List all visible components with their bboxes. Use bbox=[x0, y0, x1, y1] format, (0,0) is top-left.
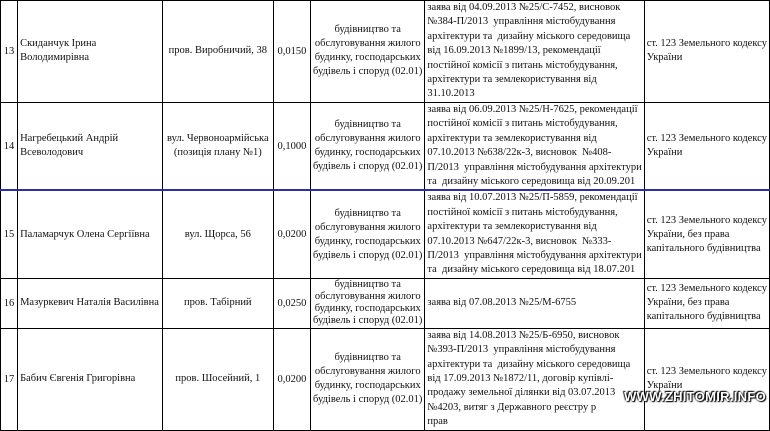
plot-area: 0,0200 bbox=[273, 328, 310, 430]
plot-purpose: будівництво та обслуговування жилого будинку, господарських будівель і споруд (02.01) bbox=[311, 190, 425, 278]
plot-purpose: будівництво та обслуговування жилого будинку, господарських будівель і споруд (02.01) bbox=[311, 278, 425, 328]
owner-name: Скиданчук Ірина Володимирівна bbox=[18, 1, 163, 103]
application-details: заява від 06.09.2013 №25/Н-7625, рекомендації постійної комісії з питань містобудування, архітектури та землекористування від 07.10.2013 №638/22к-3, висновок №408- П/2013 управління містобудування архітектури та дизайну міського середовища від 20.09.201 bbox=[425, 102, 644, 190]
legal-basis: ст. 123 Земельного кодексу України, без права капітального будівництва bbox=[644, 278, 769, 328]
plot-purpose: будівництво та обслуговування жилого будинку, господарських будівель і споруд (02.01) bbox=[311, 102, 425, 190]
application-details: заява від 14.08.2013 №25/Б-6950, висновок №393-П/2013 управління містобудування архітектури та дизайну міського середовища від 17.09.2013 №1872/11, договір купівлі- продажу земельної ділянки від 03.07.2013 №4203, витяг з Державного реєстру р прав bbox=[425, 328, 644, 430]
legal-basis: ст. 123 Земельного кодексу України bbox=[644, 102, 769, 190]
plot-address: пров. Шосейний, 1 bbox=[162, 328, 273, 430]
plot-address: вул. Червоноармійська (позиція плану №1) bbox=[162, 102, 273, 190]
row-number: 13 bbox=[1, 1, 18, 103]
application-details: заява від 04.09.2013 №25/С-7452, висновок №384-П/2013 управління містобудування архітектури та дизайну міського середовища від 16.09.2013 №1899/13, рекомендації постійної комісії з питань містобудування, архітектури та землекористування від 31.10.2013 bbox=[425, 1, 644, 103]
plot-purpose: будівництво та обслуговування жилого будинку, господарських будівель і споруд (02.01) bbox=[311, 328, 425, 430]
plot-area: 0,0250 bbox=[273, 278, 310, 328]
row-number: 16 bbox=[1, 278, 18, 328]
owner-name: Нагребецький Андрій Всеволодович bbox=[18, 102, 163, 190]
row-number: 15 bbox=[1, 190, 18, 278]
plot-area: 0,0200 bbox=[273, 190, 310, 278]
plot-address: пров. Табірний bbox=[162, 278, 273, 328]
plot-area: 0,0150 bbox=[273, 1, 310, 103]
row-number: 14 bbox=[1, 102, 18, 190]
legal-basis: ст. 123 Земельного кодексу України, без права капітального будівництва bbox=[644, 190, 769, 278]
table-row bbox=[1, 328, 770, 430]
plot-purpose: будівництво та обслуговування жилого будинку, господарських будівель і споруд (02.01) bbox=[311, 1, 425, 103]
owner-name: Мазуркевич Наталія Василівна bbox=[18, 278, 163, 328]
table-row bbox=[1, 278, 770, 328]
plot-area: 0,1000 bbox=[273, 102, 310, 190]
table-row bbox=[1, 102, 770, 190]
legal-basis: ст. 123 Земельного кодексу України bbox=[644, 1, 769, 103]
owner-name: Бабич Євгенія Григорівна bbox=[18, 328, 163, 430]
owner-name: Паламарчук Олена Сергіївна bbox=[18, 190, 163, 278]
table-row bbox=[1, 190, 770, 278]
legal-basis: ст. 123 Земельного кодексу України bbox=[644, 328, 769, 430]
table-row bbox=[1, 1, 770, 103]
application-details: заява від 07.08.2013 №25/М-6755 bbox=[425, 278, 644, 328]
row-number: 17 bbox=[1, 328, 18, 430]
site-watermark: WWW.ZHITOMIR.INFO bbox=[623, 389, 766, 404]
plot-address: вул. Щорса, 56 bbox=[162, 190, 273, 278]
plot-address: пров. Виробничий, 38 bbox=[162, 1, 273, 103]
application-details: заява від 10.07.2013 №25/П-5859, рекомендації постійної комісії з питань містобудування, архітектури та землекористування від 07.10.2013 №647/22к-3, висновок №333- П/2013 управління містобудування архітектури та дизайну міського середовища від 18.07.201 bbox=[425, 190, 644, 278]
